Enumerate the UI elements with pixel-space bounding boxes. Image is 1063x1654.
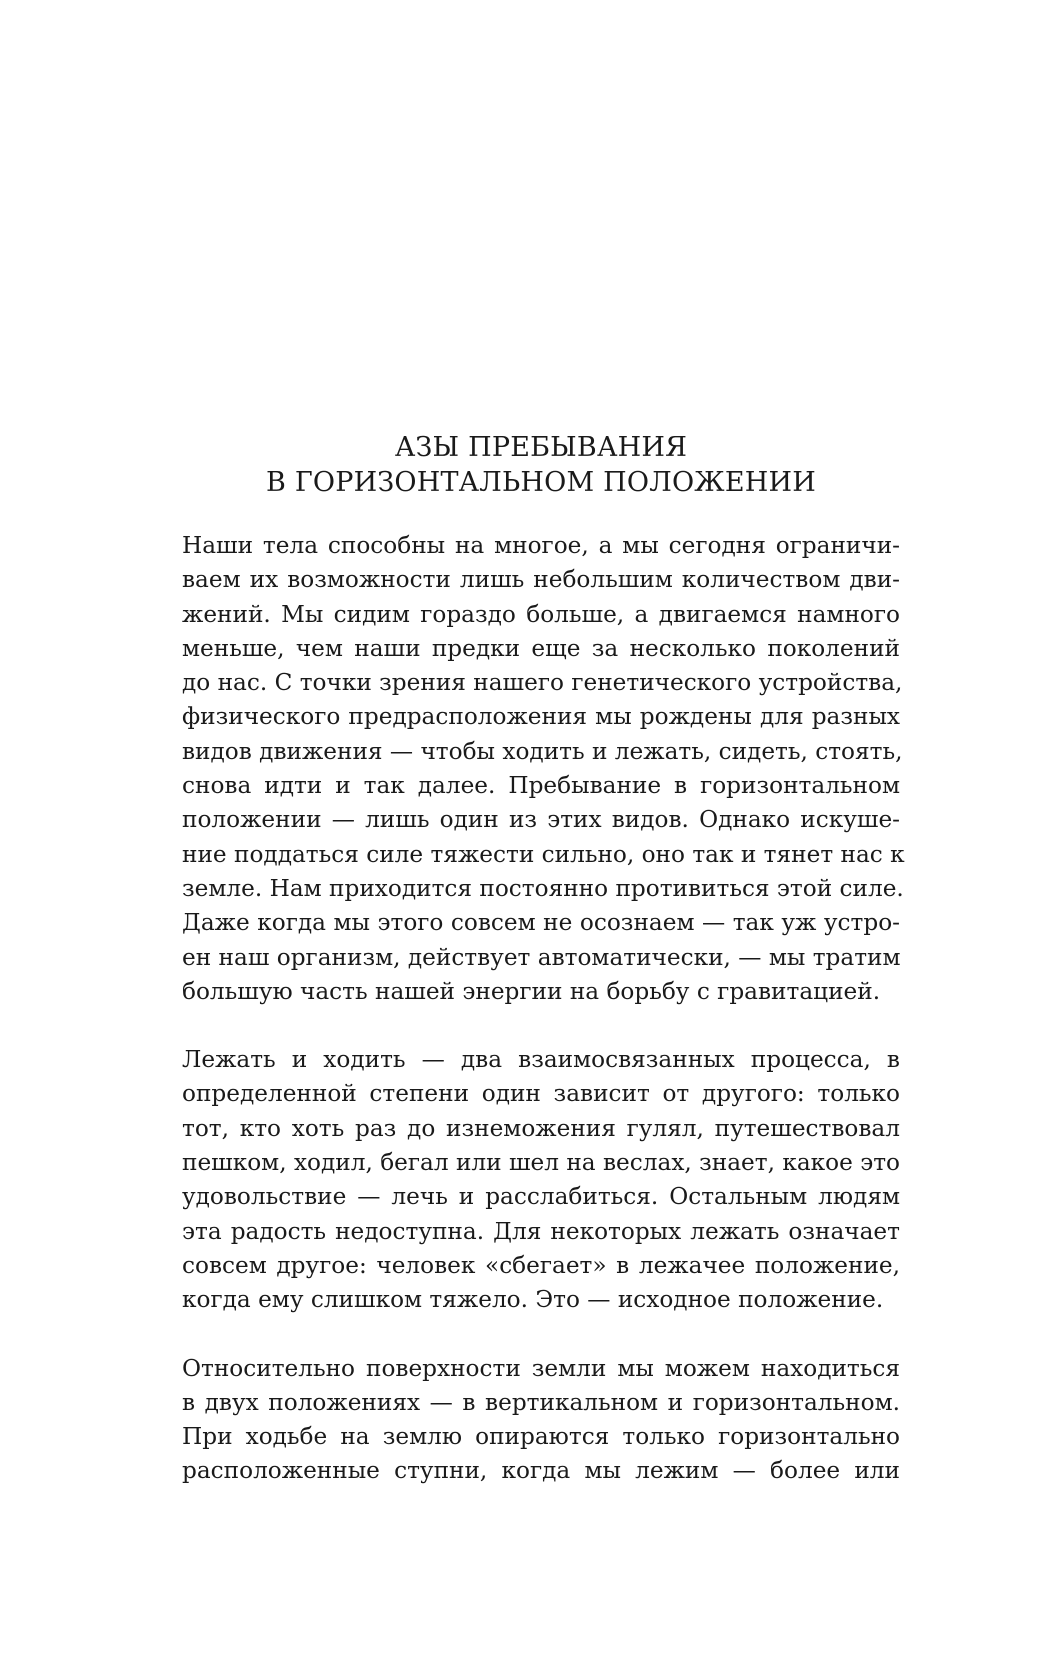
text-line: до нас. С точки зрения нашего генетического устройства, xyxy=(182,669,903,697)
text-line: положении — лишь один из этих видов. Однако искуше- xyxy=(182,806,900,834)
text-line: физического предрасположения мы рождены для разных xyxy=(182,703,900,731)
text-line: расположенные ступни, когда мы лежим — более или xyxy=(182,1457,900,1485)
paragraph-1 xyxy=(182,529,905,1009)
text-line: удовольствие — лечь и расслабиться. Остальным людям xyxy=(182,1183,900,1211)
text-line: пешком, ходил, бегал или шел на веслах, знает, какое это xyxy=(182,1149,900,1177)
text-line: эта радость недоступна. Для некоторых лежать означает xyxy=(182,1217,900,1245)
text-line: совсем другое: человек «сбегает» в лежачее положение, xyxy=(182,1251,900,1279)
chapter-heading-line-1: АЗЫ ПРЕБЫВАНИЯ xyxy=(394,432,688,463)
text-line: Наши тела способны на многое, а мы сегодня ограничи- xyxy=(182,532,900,559)
chapter-heading-line-2: В ГОРИЗОНТАЛЬНОМ ПОЛОЖЕНИИ xyxy=(266,467,816,498)
text-line: снова идти и так далее. Пребывание в горизонтальном xyxy=(182,772,900,800)
text-line: Даже когда мы этого совсем не осознаем — так уж устро- xyxy=(182,909,900,937)
paragraph-3 xyxy=(182,1352,900,1489)
text-line: жений. Мы сидим гораздо больше, а двигаемся намного xyxy=(182,600,900,628)
text-line: ваем их возможности лишь небольшим количеством дви- xyxy=(182,566,900,594)
text-line: ние поддаться силе тяжести сильно, оно так и тянет нас к xyxy=(182,840,905,868)
text-line: в двух положениях — в вертикальном и горизонтальном. xyxy=(182,1388,900,1416)
text-line: тот, кто хоть раз до изнеможения гулял, путешествовал xyxy=(182,1114,900,1142)
text-line: земле. Нам приходится постоянно противиться этой силе. xyxy=(182,874,904,902)
body-text xyxy=(182,529,905,1523)
text-line: При ходьбе на землю опираются только горизонтально xyxy=(182,1423,900,1451)
text-line: Лежать и ходить — два взаимосвязанных процесса, в xyxy=(182,1046,900,1074)
text-line: меньше, чем наши предки еще за несколько поколений xyxy=(182,634,900,662)
text-line: видов движения — чтобы ходить и лежать, сидеть, стоять, xyxy=(182,737,903,765)
paragraph-2 xyxy=(182,1043,900,1317)
text-line: большую часть нашей энергии на борьбу с гравитацией. xyxy=(182,977,881,1005)
text-line: Относительно поверхности земли мы можем находиться xyxy=(182,1354,900,1382)
text-line: ен наш организм, действует автоматически, — мы тратим xyxy=(182,943,901,971)
text-line: определенной степени один зависит от другого: только xyxy=(182,1080,900,1108)
text-line: когда ему слишком тяжело. Это — исходное положение. xyxy=(182,1286,884,1314)
chapter-heading xyxy=(182,430,900,500)
